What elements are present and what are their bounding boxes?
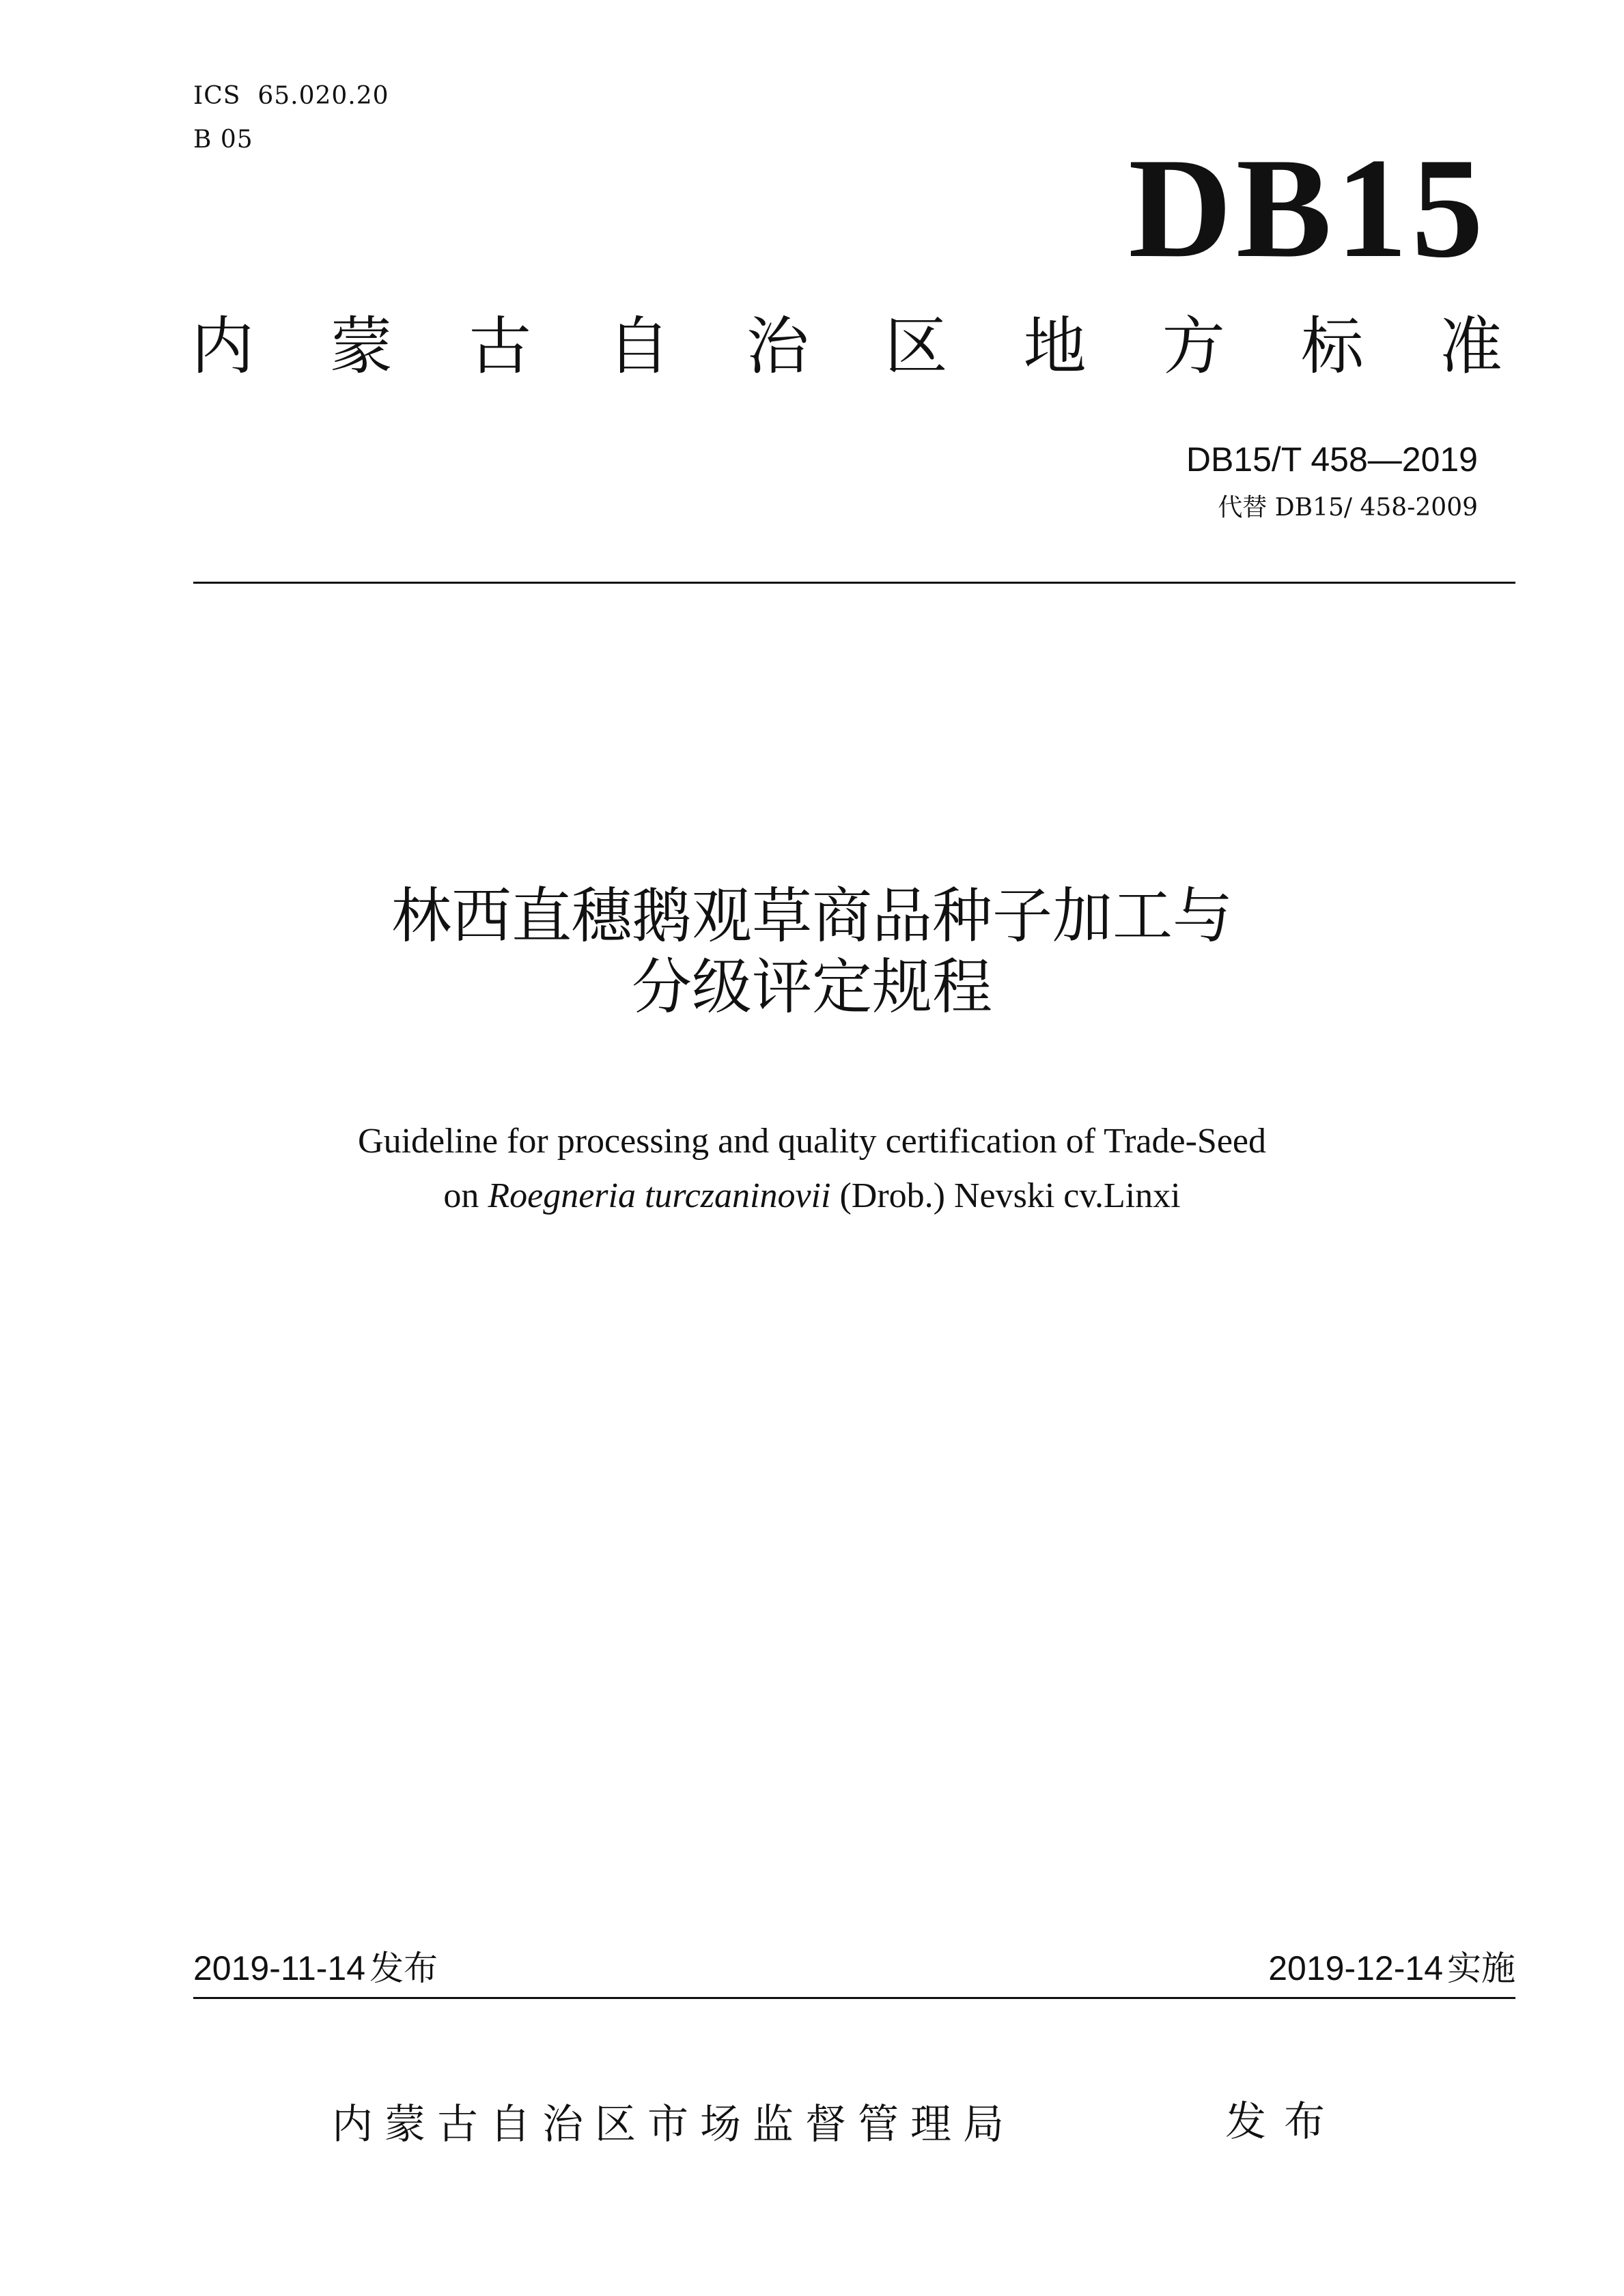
issue-date: 2019-11-14 — [193, 1949, 366, 1987]
standard-type-char: 治 — [746, 310, 809, 383]
standard-type-char: 古 — [468, 310, 532, 383]
standard-type-title — [191, 310, 1502, 383]
chinese-title-line-1: 林西直穗鹅观草商品种子加工与 — [391, 881, 1233, 951]
standard-type-char: 区 — [884, 310, 948, 383]
replaced-standard: 代替 DB15/ 458-2009 — [1218, 494, 1478, 522]
footer-divider — [193, 1997, 1515, 1999]
standard-type-char: 准 — [1439, 310, 1502, 383]
standard-type-char: 地 — [1023, 310, 1087, 383]
implementation-label: 实施 — [1447, 1948, 1515, 1988]
db-mark: DB15 — [1128, 129, 1487, 287]
standard-type-char: 方 — [1162, 310, 1225, 383]
ics-code: ICS 65.020.20 — [193, 82, 389, 110]
english-title — [0, 1114, 1624, 1223]
standard-type-char: 自 — [607, 310, 671, 383]
standard-type-char: 内 — [191, 310, 255, 383]
standard-type-char: 蒙 — [330, 310, 393, 383]
english-title-line-2 — [0, 1169, 1624, 1223]
english-title-suffix: (Drob.) Nevski cv.Linxi — [830, 1176, 1181, 1215]
issue-label: 发布 — [369, 1948, 438, 1988]
ccs-code: B 05 — [193, 126, 253, 154]
english-title-line-1: Guideline for processing and quality certification of Trade-Seed — [358, 1122, 1266, 1161]
implementation-date-line — [1268, 1948, 1515, 1988]
implementation-date: 2019-12-14 — [1268, 1949, 1443, 1987]
standard-number: DB15/T 458—2019 — [1186, 440, 1478, 479]
english-title-prefix: on — [443, 1176, 488, 1215]
issuing-authority: 内蒙古自治区市场监督管理局 — [332, 2101, 1016, 2149]
issue-word: 发布 — [1225, 2098, 1343, 2146]
chinese-title — [0, 881, 1624, 1023]
chinese-title-line-2: 分级评定规程 — [631, 952, 992, 1022]
standard-type-char: 标 — [1300, 310, 1364, 383]
issue-date-line — [193, 1948, 438, 1988]
header-divider — [193, 582, 1515, 584]
species-name: Roegneria turczaninovii — [488, 1176, 831, 1215]
